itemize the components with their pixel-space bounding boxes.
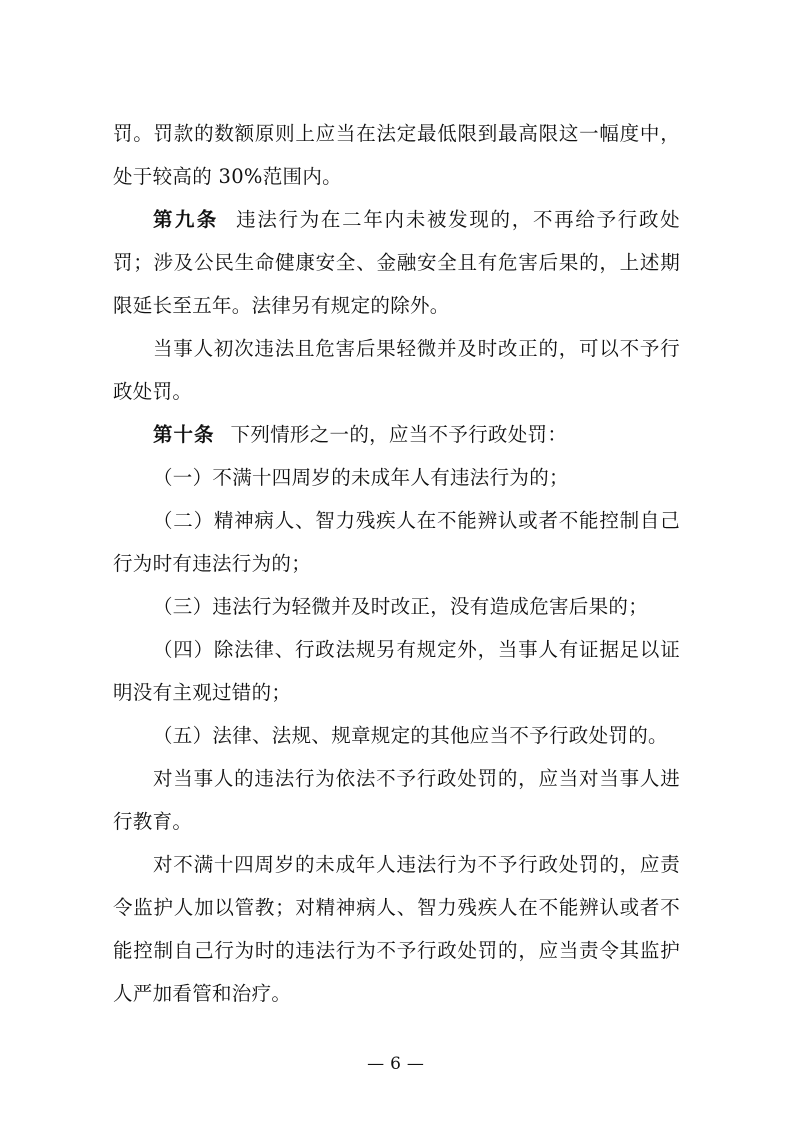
- paragraph-item-3: （三）违法行为轻微并及时改正，没有造成危害后果的；: [153, 595, 649, 618]
- footer-dash-left: —: [367, 1054, 387, 1074]
- page-footer: [0, 1054, 793, 1074]
- article-label-9: 第九条: [153, 208, 219, 231]
- article-label-10: 第十条: [153, 423, 215, 446]
- paragraph-continued-fine: 罚。罚款的数额原则上应当在法定最低限到最高限这一幅度中，处于较高的 30%范围内。: [113, 122, 680, 188]
- paragraph-item-4: （四）除法律、行政法规另有规定外，当事人有证据足以证明没有主观过错的；: [113, 638, 680, 704]
- paragraph-education: 对当事人的违法行为依法不予行政处罚的，应当对当事人进行教育。: [113, 767, 680, 833]
- paragraph-guardian: 对不满十四周岁的未成年人违法行为不予行政处罚的，应责令监护人加以管教；对精神病人、智力残疾人在不能辨认或者不能控制自己行为时的违法行为不予行政处罚的，应当责令其监护人严加看管和治疗。: [113, 853, 680, 1005]
- paragraph-article-9: [113, 198, 680, 327]
- article-text-10: 下列情形之一的，应当不予行政处罚：: [230, 423, 568, 446]
- paragraph-item-5: （五）法律、法规、规章规定的其他应当不予行政处罚的。: [153, 724, 668, 747]
- page-number: 6: [390, 1054, 403, 1074]
- paragraph-article-9-sub: 当事人初次违法且危害后果轻微并及时改正的，可以不予行政处罚。: [113, 337, 680, 403]
- document-body: [113, 112, 680, 1015]
- paragraph-item-1: （一）不满十四周岁的未成年人有违法行为的；: [153, 466, 569, 489]
- paragraph-article-10: [113, 413, 680, 456]
- paragraph-item-2: （二）精神病人、智力残疾人在不能辨认或者不能控制自己行为时有违法行为的；: [113, 509, 680, 575]
- article-text-9: 违法行为在二年内未被发现的，不再给予行政处罚；涉及公民生命健康安全、金融安全且有危害后果的，上述期限延长至五年。法律另有规定的除外。: [113, 208, 680, 317]
- footer-dash-right: —: [406, 1054, 426, 1074]
